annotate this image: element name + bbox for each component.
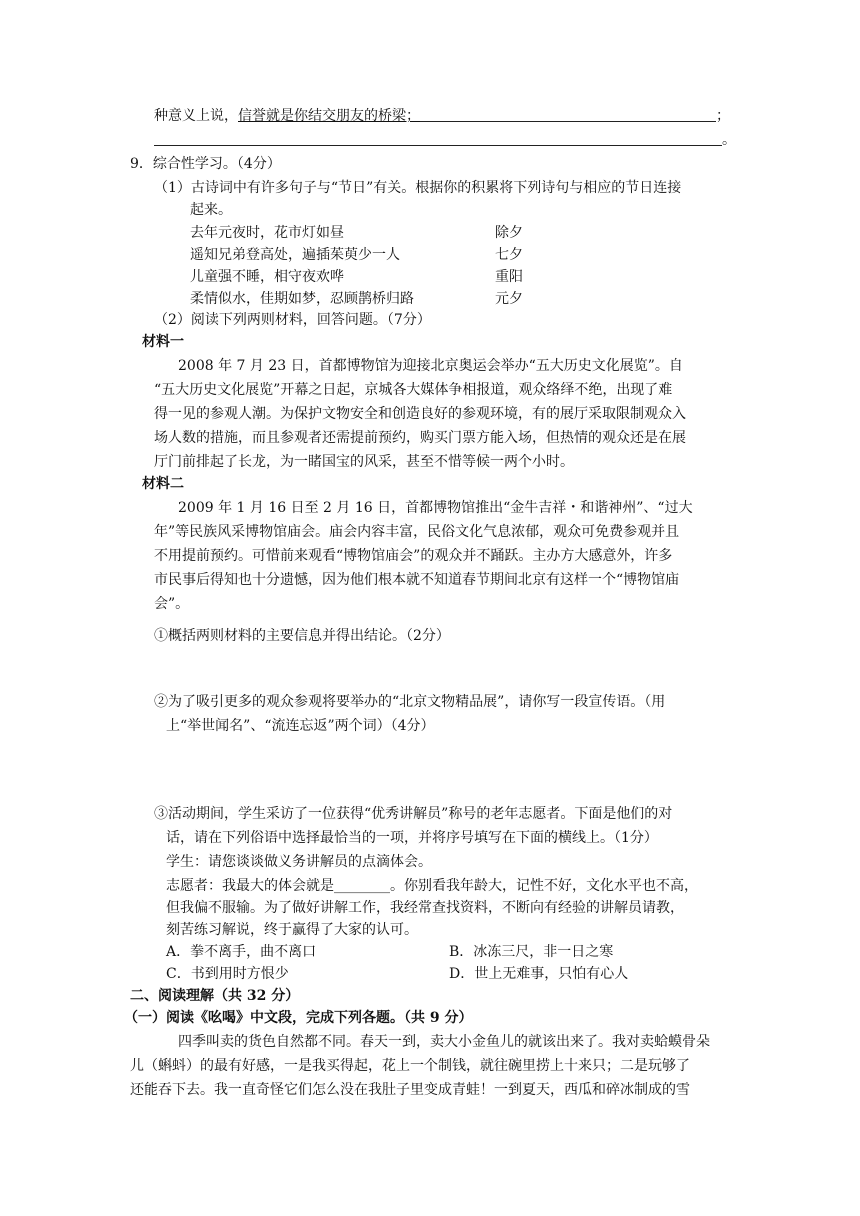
top-line-2-end: 。 — [722, 132, 736, 148]
sub-question-3-line-2: 话，请在下列俗语中选择最恰当的一项，并将序号填写在下面的横线上。（1分） — [166, 830, 658, 846]
volunteer-dialogue-line-1 — [166, 876, 698, 896]
sub-question-1: ①概括两则材料的主要信息并得出结论。（2分） — [154, 628, 450, 644]
material-1-title: 材料一 — [142, 334, 184, 350]
q9-p1-stem-line2: 起来。 — [190, 202, 232, 218]
poem-line-1: 去年元夜时，花市灯如昼 — [190, 225, 344, 241]
volunteer-dialogue-line-3: 刻苦练习解说，终于赢得了大家的认可。 — [166, 922, 418, 938]
q9-p2-stem: （2）阅读下列两则材料，回答问题。（7分） — [154, 312, 431, 328]
festival-4[interactable]: 元夕 — [495, 291, 523, 307]
material-1-line-5: 厅门前排起了长龙，为一睹国宝的风采，甚至不惜等候一两个小时。 — [154, 454, 574, 470]
passage-line-3: 还能吞下去。我一直奇怪它们怎么没在我肚子里变成青蛙！一到夏天，西瓜和碎冰制成的雪 — [130, 1082, 690, 1098]
passage-line-2: 儿（蝌蚪）的最有好感，一是我买得起，花上一个制钱，就往碗里捞上十来只；二是玩够了 — [130, 1058, 690, 1074]
top-line-prefix: 种意义上说， — [154, 108, 238, 124]
festival-2[interactable]: 七夕 — [495, 247, 523, 263]
material-2-title: 材料二 — [142, 476, 184, 492]
material-2-line-5: 会”。 — [154, 596, 190, 612]
material-2-line-4: 市民事后得知也十分遗憾，因为他们根本就不知道春节期间北京有这样一个“博物馆庙 — [154, 572, 680, 588]
sub-question-2-line-1: ②为了吸引更多的观众参观将要举办的“北京文物精品展”，请你写一段宣传语。（用 — [154, 694, 666, 710]
volunteer-prefix: 志愿者：我最大的体会就是 — [166, 878, 334, 894]
poem-line-2: 遥知兄弟登高处，遍插茱萸少一人 — [190, 247, 400, 263]
q9-p1-stem-line1: （1）古诗词中有许多句子与“节日”有关。根据你的积累将下列诗句与相应的节日连接 — [154, 180, 682, 196]
option-d[interactable]: D．世上无难事，只怕有心人 — [449, 966, 629, 982]
material-1-line-2: “五大历史文化展览”开幕之日起，京城各大媒体争相报道，观众络绎不绝，出现了难 — [154, 382, 673, 398]
material-1-line-1: 2008 年 7 月 23 日，首都博物馆为迎接北京奥运会举办“五大历史文化展览”。自 — [178, 358, 683, 374]
poem-line-3: 儿童强不睡，相守夜欢哗 — [190, 269, 344, 285]
top-line-1 — [154, 106, 730, 126]
underlined-phrase: 信誉就是你结交朋友的桥梁； — [238, 108, 420, 124]
material-2-line-1: 2009 年 1 月 16 日至 2 月 16 日，首都博物馆推出“金牛吉祥・和谐神州”、“过大 — [178, 500, 693, 516]
q9-title: 9．综合性学习。（4分） — [130, 156, 281, 172]
volunteer-dialogue-line-2: 但我偏不服输。为了做好讲解工作，我经常查找资料，不断向有经验的讲解员请教， — [166, 900, 684, 916]
answer-blank-1[interactable] — [420, 107, 716, 122]
option-b[interactable]: B．冰冻三尺，非一日之寒 — [449, 944, 614, 960]
poem-line-4: 柔情似水，佳期如梦，忍顾鹊桥归路 — [190, 291, 414, 307]
section-2-title: 二、阅读理解（共 32 分） — [130, 988, 300, 1004]
festival-3[interactable]: 重阳 — [495, 269, 523, 285]
passage-line-1: 四季叫卖的货色自然都不同。春天一到，卖大小金鱼儿的就该出来了。我对卖蛤蟆骨朵 — [178, 1034, 710, 1050]
volunteer-suffix: 。你别看我年龄大，记性不好，文化水平也不高， — [390, 878, 698, 894]
festival-1[interactable]: 除夕 — [495, 225, 523, 241]
option-a[interactable]: A．拳不离手，曲不离口 — [166, 944, 317, 960]
sub-question-2-line-2: 上“举世闻名”、“流连忘返”两个词）（4分） — [166, 718, 435, 734]
top-line-2 — [154, 130, 736, 150]
section-2-sub-title: （一）阅读《吆喝》中文段，完成下列各题。（共 9 分） — [124, 1010, 473, 1026]
option-c[interactable]: C．书到用时方恨少 — [166, 966, 289, 982]
top-line-end: ； — [716, 108, 730, 124]
sub-question-3-line-1: ③活动期间，学生采访了一位获得“优秀讲解员”称号的老年志愿者。下面是他们的对 — [154, 806, 673, 822]
answer-blank-2[interactable] — [154, 131, 722, 146]
volunteer-answer-blank[interactable]: ________ — [334, 878, 390, 894]
material-2-line-2: 年”等民族风采博物馆庙会。庙会内容丰富，民俗文化气息浓郁，观众可免费参观并且 — [154, 524, 680, 540]
material-1-line-4: 场人数的措施，而且参观者还需提前预约，购买门票方能入场，但热情的观众还是在展 — [154, 430, 686, 446]
material-2-line-3: 不用提前预约。可惜前来观看“博物馆庙会”的观众并不踊跃。主办方大感意外，许多 — [154, 548, 673, 564]
material-1-line-3: 得一见的参观人潮。为保护文物安全和创造良好的参观环境，有的展厅采取限制观众入 — [154, 406, 686, 422]
student-dialogue: 学生：请您谈谈做义务讲解员的点滴体会。 — [166, 854, 432, 870]
